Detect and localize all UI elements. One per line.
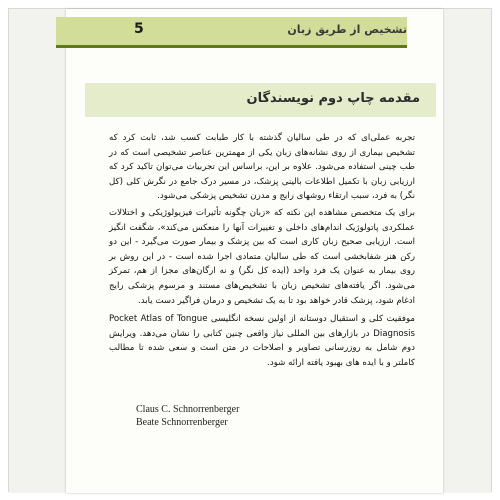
author-name: Beate Schnorrenberger [136,417,228,428]
section-title: مقدمه چاپ دوم نویسندگان [246,91,420,106]
running-header [56,17,407,48]
paragraph: تجربه عملی‌ای که در طی سالیان گذشته با کار طبابت کسب شد، ثابت کرد که تشخیص بیماری از روی نشانه‌های زبان یکی از مهمترین عناصر تشخیصی است که در طب چینی استفاده می‌شود. علاوه بر این، براساس این تجربیات می‌توان تاکید کرد که ارزیابی زبان با تکمیل اطلاعات بالینی پزشک، در مسیر درک جامع در نگرش کلی (کل نگر) به فرد، سبب ارتقاء روشهای رایج و مدرن تشخیص پزشکی می‌شود. [109,133,415,202]
paragraph: موفقیت کلی و استقبال دوستانه از اولین نسخه انگلیسی Pocket Atlas of Tongue Diagnosis در بازارهای بین المللی نیاز واقعی چنین کتابی را نشان می‌دهد. ویرایش دوم شامل به روزرسانی تصاویر و اصلاحات در متن است و سعی شده تا مطالب کاملتر و با ایده های بهبود یافته ارائه شود. [109,314,416,368]
section-banner [85,83,436,117]
page-number: 5 [134,21,144,37]
page-scan [8,8,492,492]
paragraph: برای یک متخصص مشاهده این نکته که «زبان چگونه تأثیرات فیزیولوژیکی و اختلالات عملکردی پاتولوژیک اندام‌های داخلی و تغییرات آنها را منعکس می‌کند»، شگفت انگیز است. ارزیابی صحیح زبان کاری است که بین پزشک و بیمار صورت می‌گیرد - این دو رکن هنر شفابخشی است که طی سالیان متمادی اجرا شده است - در این روش بر روی بیمار به عنوان یک فرد واحد (ایده کل نگر) و نه ارگان‌های مجزا از هم، تمرکز می‌شود. اگر یافته‌های تشخیص زبان با تشخیص‌های مستند و مرسوم پزشکی رایج ادغام شود، پزشک قادر خواهد بود تا به یک تشخیص و درمان فراگیر دست یابد. [109,207,415,306]
left-margin [9,9,66,493]
running-title: تشخیص از طریق زبان [287,23,407,36]
right-margin [441,9,491,493]
author-name: Claus C. Schnorrenberger [136,404,240,415]
body-text [109,131,415,371]
author-signatures [136,403,239,429]
